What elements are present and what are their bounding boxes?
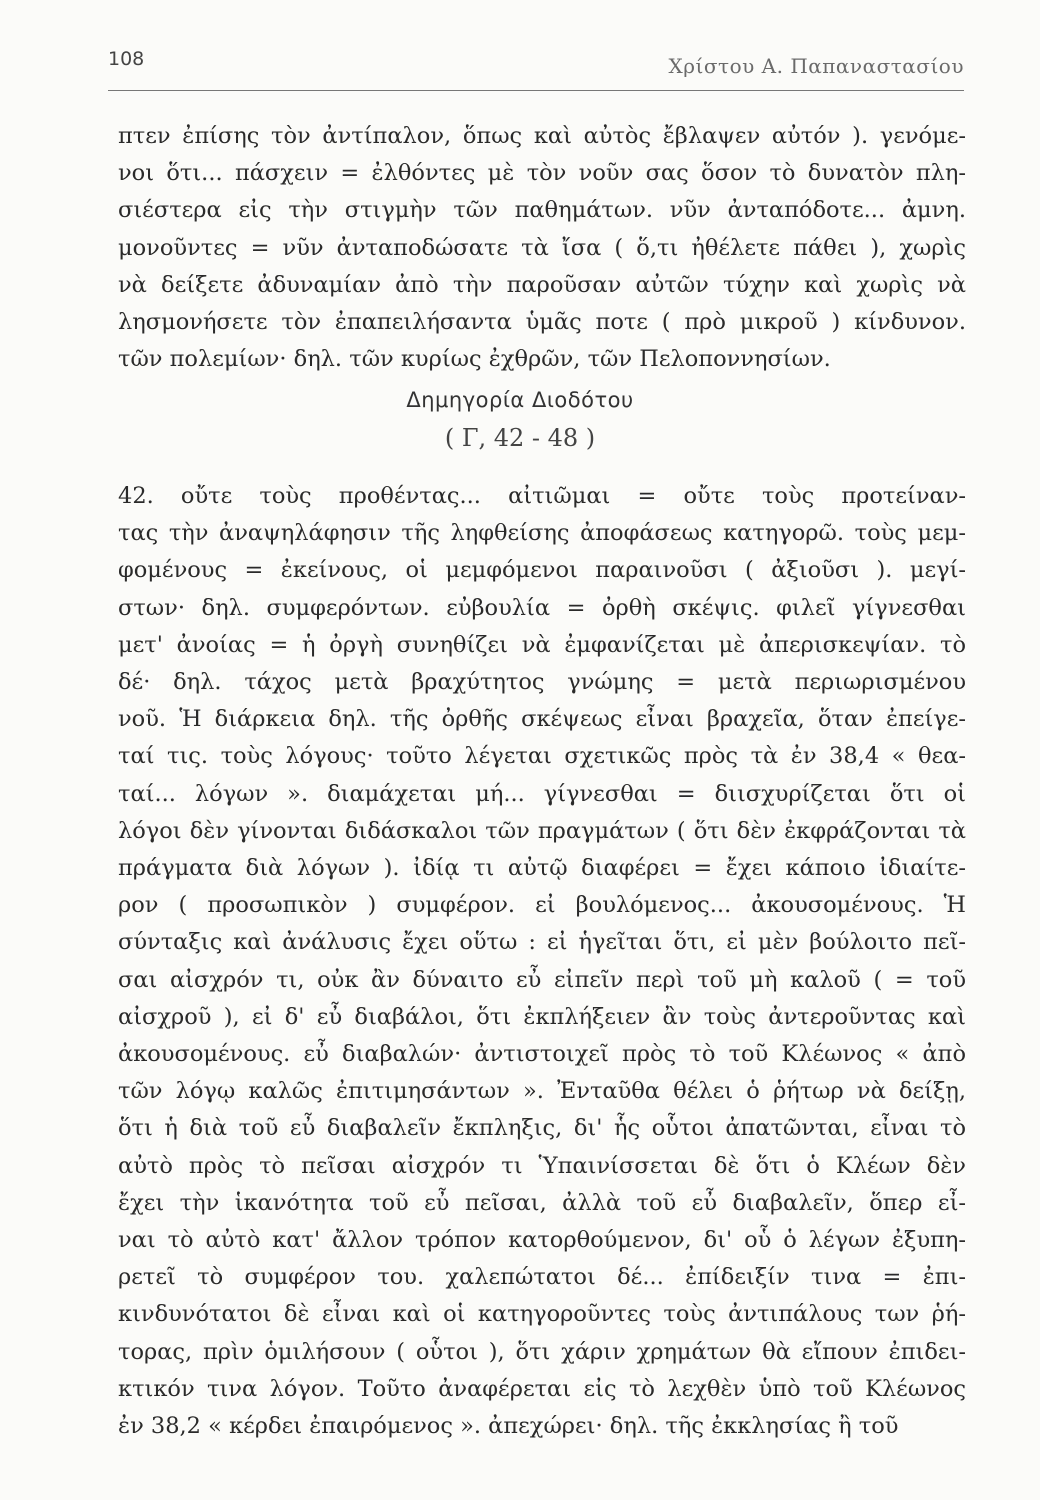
- text-line: ταί τις. τοὺς λόγους· τοῦτο λέγεται σχετικῶς πρὸς τὰ ἐν 38,4 « θεα-: [118, 743, 966, 770]
- text-line: τῶν πολεμίων· δηλ. τῶν κυρίως ἐχθρῶν, τῶν Πελοποννησίων.: [118, 346, 831, 373]
- text-line: λόγοι δὲν γίνονται διδάσκαλοι τῶν πραγμάτων ( ὅτι δὲν ἐκφράζονται τὰ: [118, 817, 966, 844]
- paragraph-commentary-1: [118, 118, 966, 378]
- text-line: στων· δηλ. συμφερόντων. εὐβουλία = ὀρθὴ σκέψις. φιλεῖ γίγνεσθαι: [118, 594, 966, 621]
- text-line: ρετεῖ τὸ συμφέρον του. χαλεπώτατοι δέ... ἐπίδειξίν τινα = ἐπι-: [118, 1264, 966, 1291]
- text-line: νὰ δείξετε ἀδυναμίαν ἀπὸ τὴν παροῦσαν αὐτῶν τύχην καὶ χωρὶς νὰ: [118, 271, 966, 298]
- text-line: ναι τὸ αὐτὸ κατ' ἄλλον τρόπον κατορθούμενον, δι' οὗ ὁ λέγων ἐξυπη-: [118, 1227, 966, 1254]
- text-line: τορας, πρὶν ὁμιλήσουν ( οὗτοι ), ὅτι χάριν χρημάτων θὰ εἴπουν ἐπιδει-: [118, 1338, 966, 1365]
- text-line: 42. οὔτε τοὺς προθέντας... αἰτιῶμαι = οὔτε τοὺς προτείναν-: [118, 483, 966, 509]
- text-line: ἐν 38,2 « κέρδει ἐπαιρόμενος ». ἀπεχώρει· δηλ. τῆς ἐκκλησίας ἢ τοῦ: [118, 1413, 899, 1440]
- text-line: ρον ( προσωπικὸν ) συμφέρον. εἰ βουλόμενος... ἀκουσομένους. Ἡ: [118, 892, 966, 919]
- section-reference: ( Γ, 42 - 48 ): [444, 424, 596, 452]
- running-head: Χρίστου Α. Παπαναστασίου: [668, 54, 964, 78]
- text-line: σιέστερα εἰς τὴν στιγμὴν τῶν παθημάτων. νῦν ἀνταπόδοτε... ἀμνη.: [118, 197, 966, 224]
- text-line: κινδυνότατοι δὲ εἶναι καὶ οἱ κατηγοροῦντες τοὺς ἀντιπάλους των ῥή-: [118, 1301, 966, 1328]
- text-line: ὅτι ἡ διὰ τοῦ εὖ διαβαλεῖν ἔκπληξις, δι' ἧς οὗτοι ἀπατῶνται, εἶναι τὸ: [118, 1115, 966, 1142]
- text-line: φομένους = ἐκείνους, οἱ μεμφόμενοι παραινοῦσι ( ἀξιοῦσι ). μεγί-: [118, 557, 966, 584]
- text-line: κτικόν τινα λόγον. Τοῦτο ἀναφέρεται εἰς τὸ λεχθὲν ὑπὸ τοῦ Κλέωνος: [118, 1375, 966, 1402]
- text-line: πράγματα διὰ λόγων ). ἰδίᾳ τι αὐτῷ διαφέρει = ἔχει κάποιο ἰδιαίτε-: [118, 855, 966, 882]
- text-line: ταί... λόγων ». διαμάχεται μή... γίγνεσθαι = διισχυρίζεται ὅτι οἱ: [118, 780, 966, 807]
- text-line: πτεν ἐπίσης τὸν ἀντίπαλον, ὅπως καὶ αὐτὸς ἔβλαψεν αὐτόν ). γενόμε-: [118, 123, 966, 149]
- section-title: Δημηγορία Διοδότου: [406, 388, 634, 412]
- text-line: σαι αἰσχρόν τι, οὐκ ἂν δύναιτο εὖ εἰπεῖν περὶ τοῦ μὴ καλοῦ ( = τοῦ: [118, 966, 966, 993]
- text-line: λησμονήσετε τὸν ἐπαπειλήσαντα ὑμᾶς ποτε ( πρὸ μικροῦ ) κίνδυνον.: [118, 309, 966, 336]
- page-header: [108, 48, 964, 88]
- text-line: μονοῦντες = νῦν ἀνταποδώσατε τὰ ἴσα ( ὅ,τι ἠθέλετε πάθει ), χωρὶς: [118, 234, 966, 261]
- header-rule: [108, 90, 964, 91]
- text-line: αἰσχροῦ ), εἰ δ' εὖ διαβάλοι, ὅτι ἐκπλήξειεν ἂν τοὺς ἀντεροῦντας καὶ: [118, 1003, 966, 1030]
- text-line: αὐτὸ πρὸς τὸ πεῖσαι αἰσχρόν τι Ὑπαινίσσεται δὲ ὅτι ὁ Κλέων δὲν: [118, 1152, 966, 1179]
- text-line: δέ· δηλ. τάχος μετὰ βραχύτητος γνώμης = μετὰ περιωρισμένου: [118, 669, 966, 696]
- text-line: μετ' ἀνοίας = ἡ ὀργὴ συνηθίζει νὰ ἐμφανίζεται μὲ ἀπερισκεψίαν. τὸ: [118, 631, 966, 658]
- text-line: ἔχει τὴν ἱκανότητα τοῦ εὖ πεῖσαι, ἀλλὰ τοῦ εὖ διαβαλεῖν, ὅπερ εἶ-: [118, 1189, 966, 1216]
- text-line: σύνταξις καὶ ἀνάλυσις ἔχει οὕτω : εἰ ἡγεῖται ὅτι, εἰ μὲν βούλοιτο πεῖ-: [118, 929, 966, 956]
- text-line: νοῦ. Ἡ διάρκεια δηλ. τῆς ὀρθῆς σκέψεως εἶναι βραχεῖα, ὅταν ἐπείγε-: [118, 706, 966, 733]
- text-line: ἀκουσομένους. εὖ διαβαλών· ἀντιστοιχεῖ πρὸς τὸ τοῦ Κλέωνος « ἀπὸ: [118, 1041, 966, 1068]
- text-line: τῶν λόγῳ καλῶς ἐπιτιμησάντων ». Ἐνταῦθα θέλει ὁ ῥήτωρ νὰ δείξῃ,: [118, 1078, 966, 1105]
- text-line: τας τὴν ἀναψηλάφησιν τῆς ληφθείσης ἀποφάσεως κατηγορῶ. τοὺς μεμ-: [118, 520, 966, 547]
- page-number: 108: [108, 48, 145, 70]
- text-line: νοι ὅτι... πάσχειν = ἐλθόντες μὲ τὸν νοῦν σας ὅσον τὸ δυνατὸν πλη-: [118, 160, 966, 187]
- paragraph-commentary-42: [118, 478, 966, 1445]
